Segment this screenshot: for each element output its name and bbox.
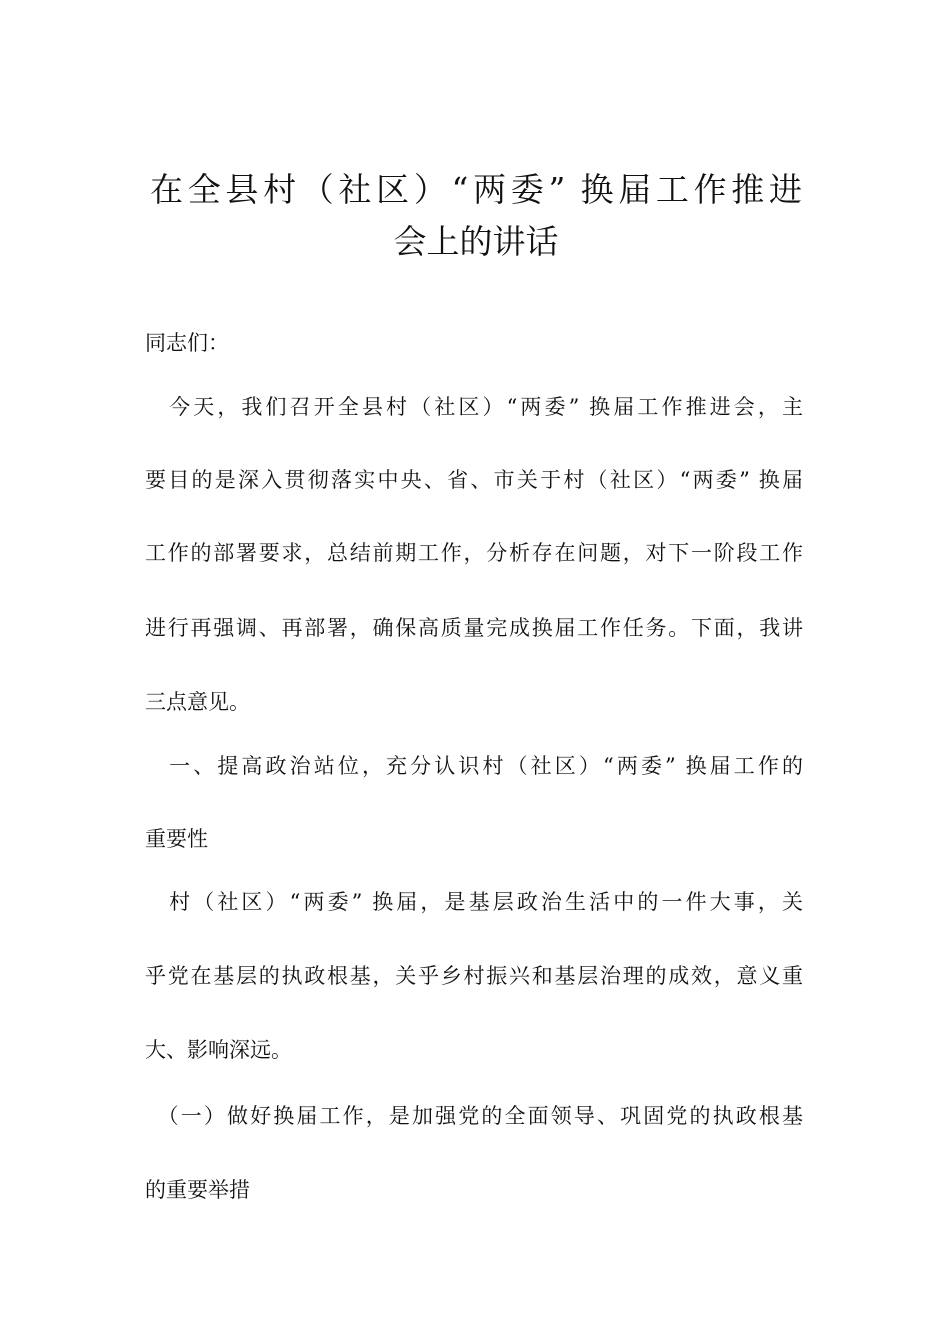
title-line-2: 会上的讲话 bbox=[393, 222, 559, 261]
paragraph-line: 大、影响深远。 bbox=[145, 1038, 292, 1062]
paragraph-line: 村（社区）“两委” 换届，是基层政治生活中的一件大事，关 bbox=[145, 890, 803, 914]
subsection-heading-line: 的重要举措 bbox=[145, 1178, 250, 1202]
subsection-heading-line: （一）做好换届工作，是加强党的全面领导、巩固党的执政根基 bbox=[145, 1104, 803, 1128]
paragraph-line: 要目的是深入贯彻落实中央、省、市关于村（社区）“两委” 换届 bbox=[145, 468, 803, 492]
section-heading-line: 重要性 bbox=[145, 827, 208, 851]
title-line-1: 在全县村（社区）“两委” 换届工作推进 bbox=[150, 170, 802, 209]
paragraph-line: 进行再强调、再部署，确保高质量完成换届工作任务。下面，我讲 bbox=[145, 616, 803, 640]
paragraph-line: 今天，我们召开全县村（社区）“两委” 换届工作推进会，主 bbox=[145, 395, 803, 419]
salutation: 同志们： bbox=[145, 331, 229, 355]
paragraph-line: 三点意见。 bbox=[145, 690, 250, 714]
paragraph-line: 乎党在基层的执政根基，关乎乡村振兴和基层治理的成效，意义重 bbox=[145, 964, 803, 988]
section-heading-line: 一、提高政治站位，充分认识村（社区）“两委” 换届工作的 bbox=[145, 754, 803, 778]
paragraph-line: 工作的部署要求，总结前期工作，分析存在问题，对下一阶段工作 bbox=[145, 541, 803, 565]
